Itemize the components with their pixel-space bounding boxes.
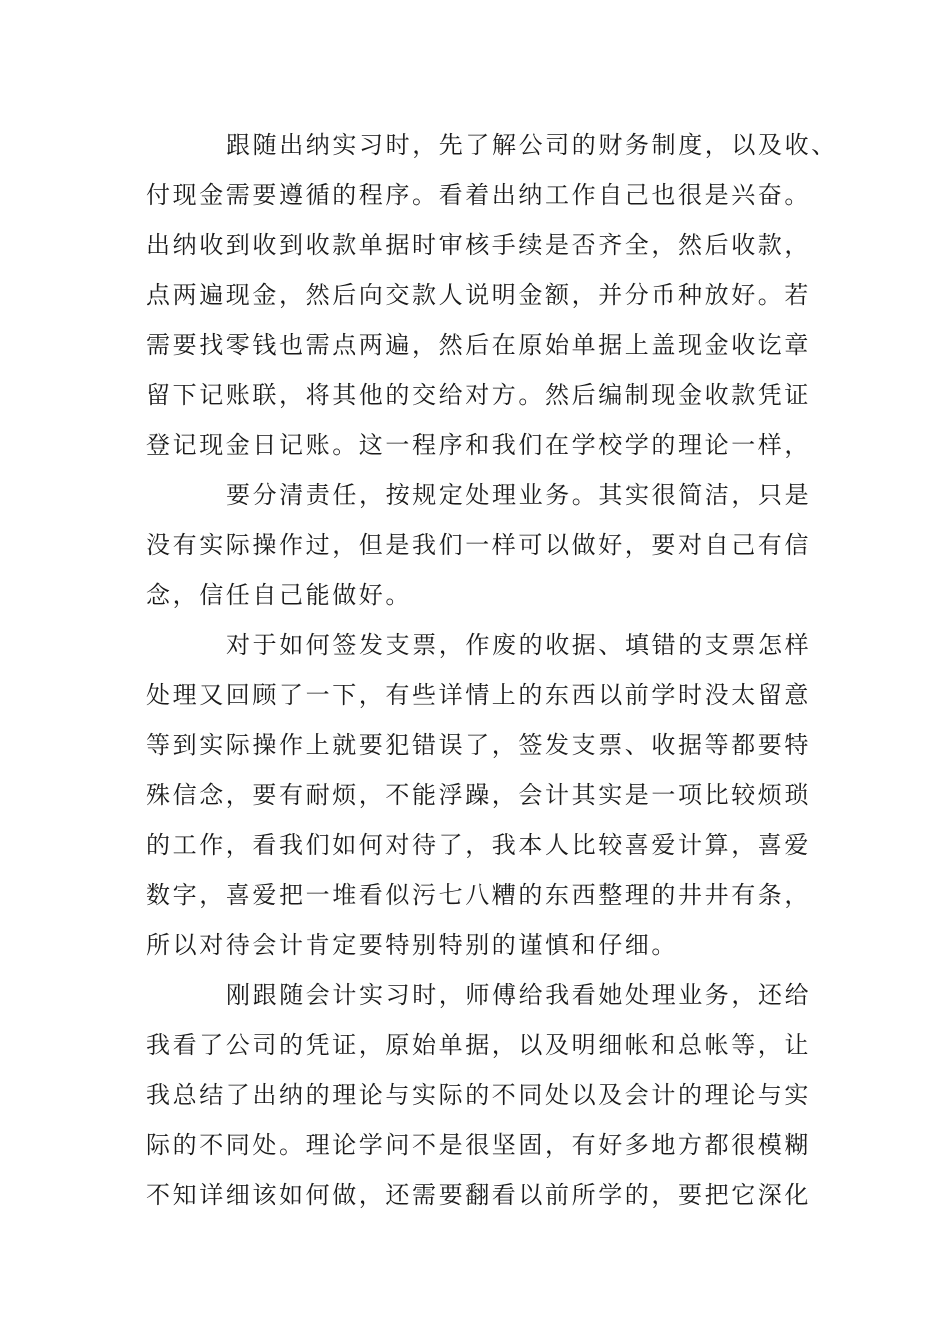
text-line: 等到实际操作上就要犯错误了，签发支票、收据等都要特 — [146, 731, 811, 759]
text-line: 留下记账联，将其他的交给对方。然后编制现金收款凭证 — [146, 381, 811, 409]
text-line: 没有实际操作过，但是我们一样可以做好，要对自己有信 — [146, 531, 811, 559]
text-line: 所以对待会计肯定要特别特别的谨慎和仔细。 — [146, 931, 678, 959]
text-line: 的工作，看我们如何对待了，我本人比较喜爱计算，喜爱 — [146, 831, 811, 859]
text-line: 殊信念，要有耐烦，不能浮躁，会计其实是一项比较烦琐 — [146, 781, 811, 809]
text-line: 我总结了出纳的理论与实际的不同处以及会计的理论与实 — [146, 1081, 811, 1109]
text-line: 处理又回顾了一下，有些详情上的东西以前学时没太留意 — [146, 681, 811, 709]
text-line: 点两遍现金，然后向交款人说明金额，并分币种放好。若 — [146, 281, 811, 309]
text-line: 登记现金日记账。这一程序和我们在学校学的理论一样， — [146, 431, 811, 459]
text-line: 际的不同处。理论学问不是很坚固，有好多地方都很模糊 — [146, 1131, 811, 1159]
text-line: 念，信任自己能做好。 — [146, 581, 412, 609]
text-line: 不知详细该如何做，还需要翻看以前所学的，要把它深化 — [146, 1181, 811, 1209]
text-line: 要分清责任，按规定处理业务。其实很简洁，只是 — [226, 481, 812, 509]
text-line: 出纳收到收到收款单据时审核手续是否齐全，然后收款， — [146, 231, 811, 259]
text-line: 数字，喜爱把一堆看似污七八糟的东西整理的井井有条， — [146, 881, 811, 909]
text-line: 跟随出纳实习时，先了解公司的财务制度，以及收、 — [226, 131, 838, 159]
text-line: 我看了公司的凭证，原始单据，以及明细帐和总帐等，让 — [146, 1031, 811, 1059]
text-line: 对于如何签发支票，作废的收据、填错的支票怎样 — [226, 631, 812, 659]
text-line: 需要找零钱也需点两遍，然后在原始单据上盖现金收讫章 — [146, 331, 811, 359]
text-line: 付现金需要遵循的程序。看着出纳工作自己也很是兴奋。 — [146, 181, 811, 209]
text-line: 刚跟随会计实习时，师傅给我看她处理业务，还给 — [226, 981, 812, 1009]
